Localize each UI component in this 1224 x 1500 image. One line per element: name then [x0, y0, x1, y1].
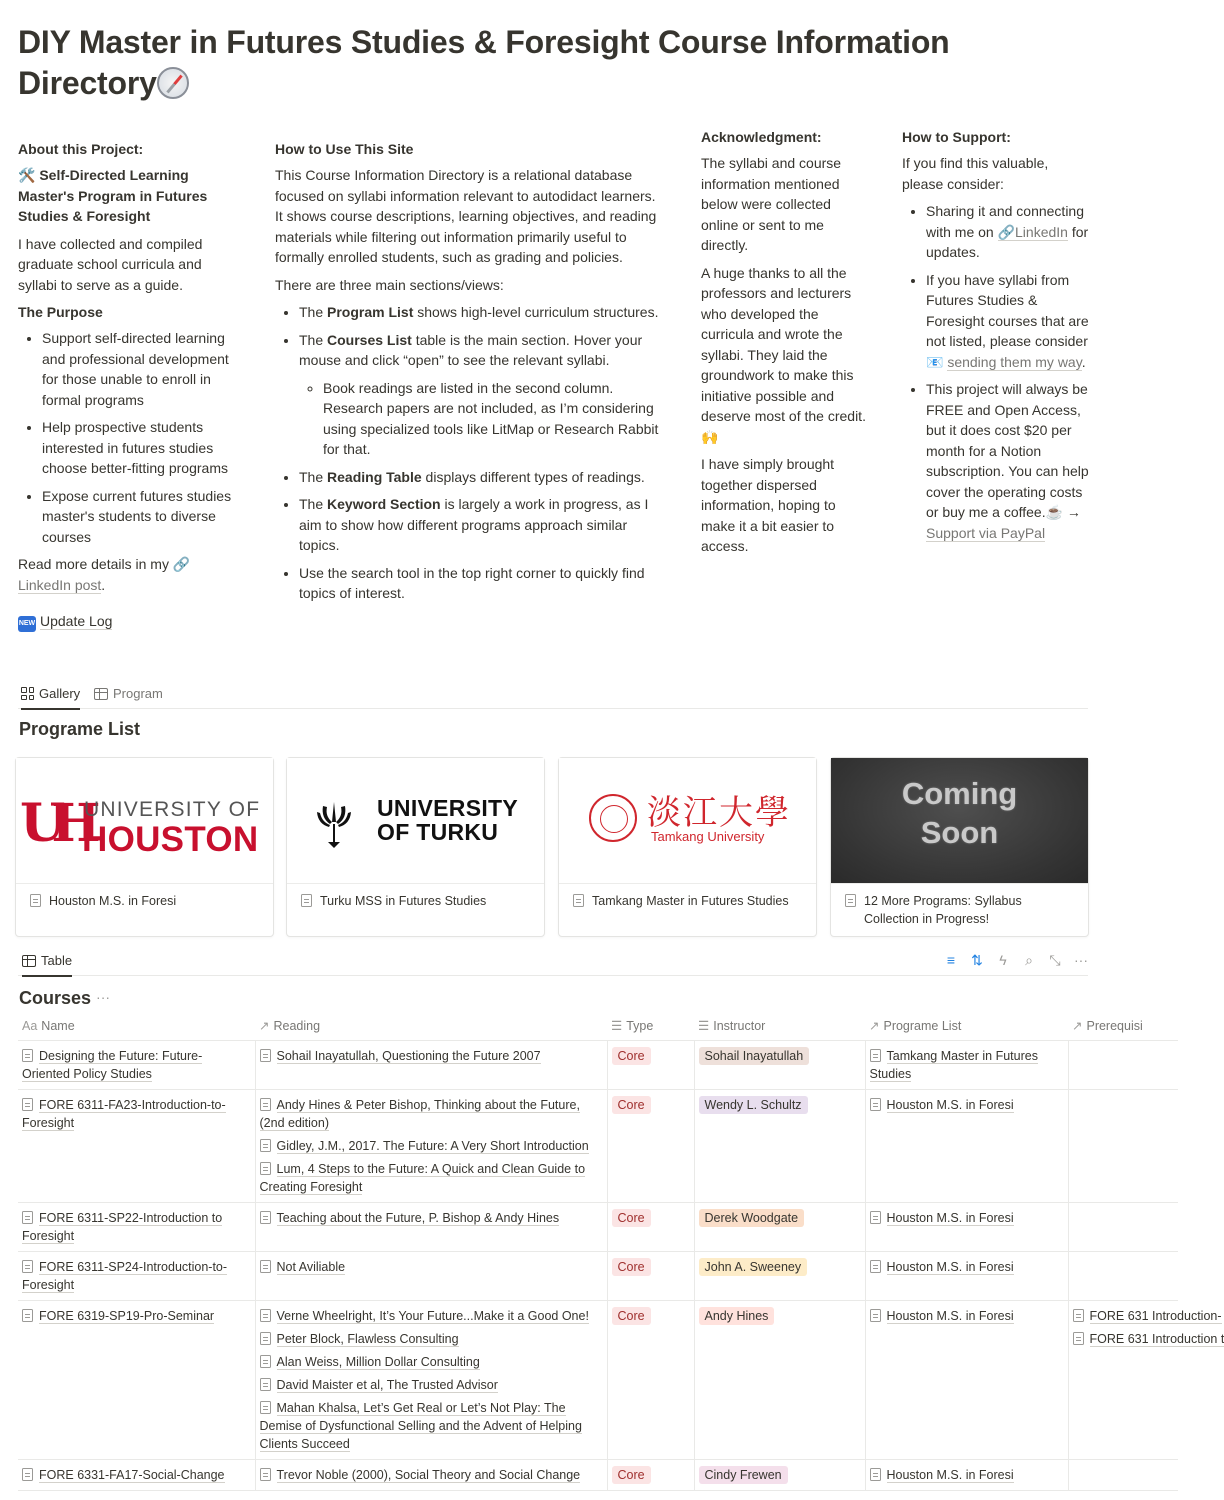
sort-icon[interactable]: ⇅	[971, 952, 983, 968]
prerequisite-link[interactable]: FORE 631 Introduction-	[1073, 1307, 1173, 1325]
tab-gallery[interactable]: Gallery	[21, 684, 80, 704]
page-icon	[22, 1211, 33, 1224]
program-link[interactable]: Tamkang Master in Futures Studies	[869, 1048, 1038, 1081]
prerequisite-cell[interactable]	[1068, 1040, 1178, 1089]
program-cell[interactable]	[865, 1089, 1068, 1202]
type-cell[interactable]	[607, 1089, 694, 1202]
filter-icon[interactable]: ≡	[946, 952, 956, 968]
card-title: Houston M.S. in Foresi	[49, 894, 177, 908]
table-row[interactable]	[18, 1300, 1178, 1459]
instructor-cell[interactable]	[694, 1251, 865, 1300]
page-icon	[22, 1049, 33, 1062]
page-icon	[870, 1468, 881, 1481]
support-list	[902, 201, 1092, 543]
program-cell[interactable]	[865, 1202, 1068, 1251]
page-icon	[260, 1332, 271, 1345]
table-icon	[94, 688, 108, 700]
page-icon	[260, 1355, 271, 1368]
program-list-title[interactable]: Programe List	[19, 719, 141, 739]
page-title: DIY Master in Futures Studies & Foresight Course Information Directory	[18, 24, 950, 101]
instructor-tag: Cindy Frewen	[699, 1466, 788, 1484]
how-intro: This Course Information Directory is a relational database focused on syllabi information relevant to autodidact learners. It shows course descriptions, learning objectives, and reading materials while filtering out information primarily useful to formally enrolled students, such as grading and policies.	[275, 167, 657, 265]
type-tag: Core	[612, 1209, 651, 1227]
how-sections-intro: There are three main sections/views:	[275, 276, 504, 293]
reading-cell[interactable]	[255, 1459, 607, 1490]
table-header	[18, 1013, 1178, 1040]
program-card[interactable]	[15, 757, 274, 937]
program-link[interactable]: Houston M.S. in Foresi	[870, 1258, 1062, 1276]
houston-logo: UH UNIVERSITY OF HOUSTON	[16, 758, 273, 884]
compass-icon	[157, 67, 189, 99]
how-item-program: • The Program List shows high-level curriculum structures.	[299, 302, 667, 323]
intro-columns	[18, 125, 1149, 685]
reading-link[interactable]: Gidley, J.M., 2017. The Future: A Very Short Introduction	[260, 1137, 601, 1155]
support-intro: If you find this valuable, please consider:	[902, 155, 1049, 192]
reading-link[interactable]: Trevor Noble (2000), Social Theory and Social Change	[260, 1466, 601, 1484]
type-cell[interactable]	[607, 1251, 694, 1300]
program-link[interactable]: Houston M.S. in Foresi	[870, 1209, 1062, 1227]
reading-link[interactable]: Teaching about the Future, P. Bishop & Andy Hines	[260, 1209, 601, 1227]
acknowledgment-column	[701, 127, 871, 564]
reading-link[interactable]: Andy Hines & Peter Bishop, Thinking about the Future, (2nd edition)	[259, 1097, 580, 1130]
page-icon	[30, 894, 41, 907]
course-name-cell[interactable]	[18, 1251, 255, 1300]
gallery-icon	[21, 687, 34, 700]
course-name[interactable]: FORE 6311-FA23-Introduction-to-Foresight	[22, 1097, 226, 1130]
instructor-tag: Sohail Inayatullah	[699, 1047, 810, 1065]
update-log-link[interactable]: NEW Update Log	[18, 611, 243, 632]
page-icon	[870, 1309, 881, 1322]
page-icon	[870, 1049, 881, 1062]
reading-link[interactable]: Verne Wheelright, It’s Your Future...Make it a Good One!	[260, 1307, 601, 1325]
page-icon	[845, 894, 856, 907]
program-link[interactable]: Houston M.S. in Foresi	[870, 1466, 1062, 1484]
program-card[interactable]	[830, 757, 1089, 937]
course-name-cell[interactable]	[18, 1459, 255, 1490]
course-name[interactable]: FORE 6319-SP19-Pro-Seminar	[22, 1307, 249, 1325]
about-intro: I have collected and compiled graduate school curricula and syllabi to serve as a guide.	[18, 235, 203, 293]
support-item: • This project will always be FREE and Open Access, but it does cost $20 per month for a Notion subscription. You can help cover the operating costs or buy me a coffee.☕ → Support via PayPal	[926, 379, 1092, 543]
purpose-item: • Support self-directed learning and professional development for those unable to enroll in formal programs	[42, 328, 243, 410]
page-icon	[260, 1049, 271, 1062]
program-cell[interactable]	[865, 1300, 1068, 1459]
reading-link[interactable]: Sohail Inayatullah, Questioning the Future 2007	[260, 1047, 601, 1065]
prerequisite-cell[interactable]	[1068, 1459, 1178, 1490]
purpose-item: • Expose current futures studies master's students to diverse courses	[42, 486, 243, 548]
page-icon	[1073, 1309, 1084, 1322]
reading-link[interactable]: Peter Block, Flawless Consulting	[260, 1330, 601, 1348]
table-view-bar	[18, 948, 1088, 976]
program-link[interactable]: Houston M.S. in Foresi	[870, 1096, 1062, 1114]
program-card[interactable]	[286, 757, 545, 937]
card-title: 12 More Programs: Syllabus Collection in Progress!	[864, 894, 1022, 926]
type-tag: Core	[612, 1307, 651, 1325]
column-header-type[interactable]: ☰ Type	[607, 1013, 694, 1040]
reading-cell[interactable]	[255, 1040, 607, 1089]
table-row[interactable]	[18, 1251, 1178, 1300]
instructor-cell[interactable]	[694, 1089, 865, 1202]
table-toolbar	[944, 950, 1088, 971]
course-name[interactable]: Designing the Future: Future-Oriented Policy Studies	[22, 1048, 203, 1081]
support-item: • If you have syllabi from Futures Studies & Foresight courses that are not listed, please consider 📧 sending them my way.	[926, 270, 1092, 373]
purpose-item: • Help prospective students interested in futures studies choose better-fitting programs	[42, 417, 243, 479]
courses-table	[18, 1013, 1224, 1491]
page-icon	[260, 1378, 271, 1391]
more-icon[interactable]: ···	[1074, 952, 1088, 968]
course-name-cell[interactable]	[18, 1089, 255, 1202]
course-name-cell[interactable]	[18, 1040, 255, 1089]
linkedin-link[interactable]: 🔗LinkedIn	[997, 223, 1068, 240]
page-icon	[260, 1139, 271, 1152]
tab-program[interactable]: Program	[94, 684, 163, 704]
card-title: Tamkang Master in Futures Studies	[592, 894, 789, 908]
reading-cell[interactable]	[255, 1251, 607, 1300]
column-header-program[interactable]: ↗ Programe List	[865, 1013, 1068, 1040]
prerequisite-cell[interactable]	[1068, 1300, 1224, 1459]
column-header-instructor[interactable]: ☰ Instructor	[694, 1013, 865, 1040]
page-icon	[1073, 1332, 1084, 1345]
type-tag: Core	[612, 1466, 651, 1484]
reading-link[interactable]: Alan Weiss, Million Dollar Consulting	[260, 1353, 601, 1371]
instructor-tag: Derek Woodgate	[699, 1209, 805, 1227]
page-icon	[22, 1098, 33, 1111]
about-column	[18, 139, 243, 639]
page-icon	[22, 1468, 33, 1481]
type-tag: Core	[612, 1047, 651, 1065]
instructor-cell[interactable]	[694, 1300, 865, 1459]
page-icon	[260, 1211, 271, 1224]
program-cell[interactable]	[865, 1040, 1068, 1089]
about-subheading: 🛠️ Self-Directed Learning Master's Program in Futures Studies & Foresight	[18, 167, 208, 224]
type-tag: Core	[612, 1096, 651, 1114]
table-icon	[22, 955, 36, 967]
support-column	[902, 127, 1092, 550]
turku-logo: UNIVERSITY OF TURKU	[287, 758, 544, 884]
about-heading: About this Project:	[18, 141, 144, 157]
linkedin-post-link[interactable]: LinkedIn post	[18, 576, 102, 593]
courses-title[interactable]: Courses ···	[19, 988, 111, 1008]
course-name[interactable]: FORE 6331-FA17-Social-Change	[22, 1466, 249, 1484]
page-icon	[260, 1260, 271, 1273]
page-icon	[573, 894, 584, 907]
read-more: Read more details in my 🔗 LinkedIn post.	[18, 556, 191, 593]
program-cell[interactable]	[865, 1251, 1068, 1300]
automation-icon[interactable]: ϟ	[999, 952, 1007, 968]
program-gallery	[15, 757, 1089, 937]
card-title: Turku MSS in Futures Studies	[320, 894, 487, 908]
ack-p3: I have simply brought together dispersed information, hoping to make it a bit easier to access.	[701, 456, 836, 554]
expand-icon[interactable]: ⤡	[1049, 952, 1061, 968]
paypal-link[interactable]: Support via PayPal	[926, 524, 1046, 541]
type-cell[interactable]	[607, 1300, 694, 1459]
reading-cell[interactable]	[255, 1089, 607, 1202]
support-heading: How to Support:	[902, 129, 1011, 145]
program-card[interactable]	[558, 757, 817, 937]
table-row[interactable]	[18, 1040, 1178, 1089]
reading-link[interactable]: Lum, 4 Steps to the Future: A Quick and Clean Guide to Creating Foresight	[259, 1161, 586, 1194]
how-item-reading: • The Reading Table displays different types of readings.	[299, 467, 667, 488]
send-syllabi-link[interactable]: sending them my way	[947, 353, 1082, 370]
table-row[interactable]	[18, 1202, 1178, 1251]
reading-link[interactable]: David Maister et al, The Trusted Advisor	[260, 1376, 601, 1394]
column-header-name[interactable]: Aa Name	[18, 1013, 255, 1040]
table-row[interactable]	[18, 1459, 1178, 1490]
page-icon	[870, 1260, 881, 1273]
course-name[interactable]: FORE 6311-SP22-Introduction to Foresight	[22, 1210, 223, 1243]
reading-cell[interactable]	[255, 1300, 607, 1459]
type-cell[interactable]	[607, 1459, 694, 1490]
course-name-cell[interactable]	[18, 1300, 255, 1459]
prerequisite-cell[interactable]	[1068, 1251, 1178, 1300]
prerequisite-cell[interactable]	[1068, 1202, 1178, 1251]
column-header-prerequisite[interactable]: ↗ Prerequisi	[1068, 1013, 1178, 1040]
new-badge-icon: NEW	[18, 616, 36, 632]
tamkang-logo: 淡江大學 Tamkang University	[559, 758, 816, 884]
reading-cell[interactable]	[255, 1202, 607, 1251]
how-item-keyword: • The Keyword Section is largely a work in progress, as I aim to show how different programs approach similar topics.	[299, 494, 667, 556]
type-cell[interactable]	[607, 1202, 694, 1251]
page-icon	[260, 1468, 271, 1481]
ack-p1: The syllabi and course information mentioned below were collected online or sent to me directly.	[701, 155, 842, 253]
how-heading: How to Use This Site	[275, 141, 414, 157]
tamkang-seal-icon	[589, 794, 637, 842]
column-header-reading[interactable]: ↗ Reading	[255, 1013, 607, 1040]
course-name[interactable]: FORE 6311-SP24-Introduction-to-Foresight	[22, 1259, 228, 1292]
program-cell[interactable]	[865, 1459, 1068, 1490]
type-cell[interactable]	[607, 1040, 694, 1089]
how-item-search: • Use the search tool in the top right corner to quickly find topics of interest.	[299, 563, 667, 604]
instructor-tag: Andy Hines	[699, 1307, 775, 1325]
page-icon	[22, 1309, 33, 1322]
tab-table[interactable]: Table	[22, 951, 72, 971]
turku-emblem-icon	[315, 798, 353, 848]
coming-soon-cover: Coming Soon	[831, 758, 1088, 884]
ack-p2: A huge thanks to all the professors and lecturers who developed the curricula and wrote the syllabi. They laid the groundwork to make this initiative possible and deserve most of the credit. 🙌	[701, 264, 866, 445]
page-icon	[260, 1309, 271, 1322]
page-icon	[260, 1401, 271, 1414]
instructor-tag: Wendy L. Schultz	[699, 1096, 808, 1114]
instructor-cell[interactable]	[694, 1459, 865, 1490]
program-link[interactable]: Houston M.S. in Foresi	[870, 1307, 1062, 1325]
support-item: • Sharing it and connecting with me on 🔗LinkedIn for updates.	[926, 201, 1092, 263]
prerequisite-link[interactable]: FORE 631 Introduction t	[1073, 1330, 1173, 1348]
page-icon	[870, 1211, 881, 1224]
how-list	[275, 302, 667, 604]
prerequisite-cell[interactable]	[1068, 1089, 1178, 1202]
how-item-courses: • The Courses List table is the main section. Hover your mouse and click “open” to see the relevant syllabi. ◦ Book readings are listed in the second column. Research papers are not included, as I’m considering using specialized tools like LitMap or Research Rabbit for that.	[299, 330, 667, 460]
type-tag: Core	[612, 1258, 651, 1276]
how-subitem-readings: ◦ Book readings are listed in the second column. Research papers are not included, as I’m considering using specialized tools like LitMap or Research Rabbit for that.	[323, 378, 667, 460]
reading-link[interactable]: Not Aviliable	[260, 1258, 601, 1276]
page-icon	[260, 1162, 271, 1175]
table-row[interactable]	[18, 1089, 1178, 1202]
purpose-heading: The Purpose	[18, 304, 103, 320]
view-tabs	[18, 681, 1088, 709]
reading-link[interactable]: Mahan Khalsa, Let’s Get Real or Let’s Not Play: The Demise of Dysfunctional Selling and the Advent of Helping Clients Succeed	[259, 1400, 582, 1451]
page-icon	[870, 1098, 881, 1111]
how-to-column	[275, 139, 667, 611]
instructor-tag: John A. Sweeney	[699, 1258, 808, 1276]
page-icon	[22, 1260, 33, 1273]
search-icon[interactable]: ⌕	[1025, 952, 1033, 968]
purpose-list	[18, 328, 243, 547]
instructor-cell[interactable]	[694, 1040, 865, 1089]
courses-more-icon[interactable]: ···	[96, 989, 111, 1005]
instructor-cell[interactable]	[694, 1202, 865, 1251]
page-icon	[260, 1098, 271, 1111]
ack-heading: Acknowledgment:	[701, 129, 822, 145]
course-name-cell[interactable]	[18, 1202, 255, 1251]
page-icon	[301, 894, 312, 907]
